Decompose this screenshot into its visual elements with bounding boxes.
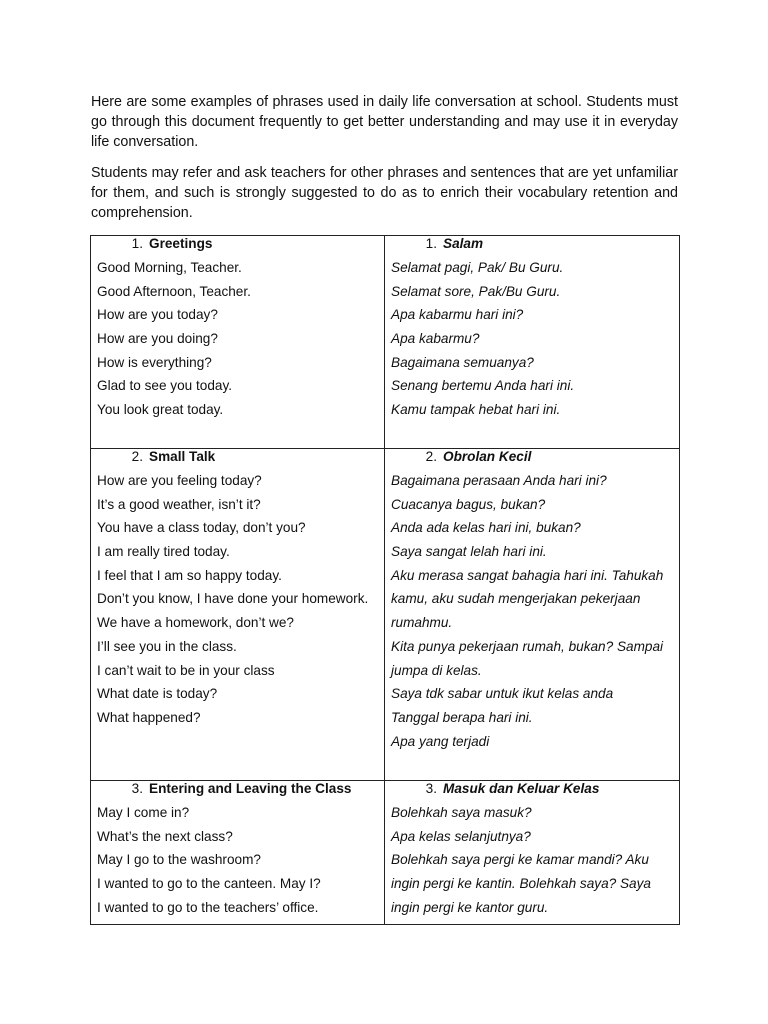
- section-number: 2.: [425, 449, 437, 464]
- section-title: Small Talk: [149, 449, 216, 464]
- indonesian-phrase-line: Kamu tampak hebat hari ini.: [391, 402, 561, 418]
- indonesian-phrase-line: Bolehkah saya masuk?: [391, 805, 532, 820]
- english-phrase-line: We have a homework, don’t we?: [97, 615, 294, 631]
- indonesian-cell: [385, 781, 680, 925]
- english-phrase-line: What date is today?: [97, 686, 218, 702]
- section-heading: [97, 236, 378, 256]
- indonesian-phrase-line: kamu, aku sudah mengerjakan pekerjaan: [391, 591, 641, 607]
- english-phrase-line: Good Afternoon, Teacher.: [97, 283, 251, 299]
- english-cell: [91, 781, 385, 925]
- english-phrase-line: How are you feeling today?: [97, 473, 262, 488]
- section-title: Obrolan Kecil: [443, 449, 532, 464]
- english-phrase-line: I’ll see you in the class.: [97, 638, 237, 654]
- section-heading: [97, 781, 378, 801]
- section-number: 1.: [131, 236, 143, 251]
- section-heading: [391, 236, 673, 256]
- english-phrase-line: It’s a good weather, isn’t it?: [97, 496, 261, 512]
- english-phrase-line: Good Morning, Teacher.: [97, 260, 242, 275]
- indonesian-phrase-line: Kita punya pekerjaan rumah, bukan? Sampai: [391, 638, 664, 654]
- indonesian-phrase-line: Apa kabarmu?: [391, 331, 480, 347]
- english-phrase-line: How are you today?: [97, 307, 218, 323]
- english-phrase-line: What happened?: [97, 709, 201, 725]
- section-number: 3.: [131, 781, 143, 796]
- english-phrase-line: May I go to the washroom?: [97, 852, 261, 868]
- section-number: 2.: [131, 449, 143, 464]
- indonesian-phrase-line: ingin pergi ke kantor guru.: [391, 899, 549, 915]
- indonesian-cell: [385, 236, 680, 449]
- indonesian-phrase-line: Bolehkah saya pergi ke kamar mandi? Aku: [391, 852, 649, 868]
- english-phrase-line: I wanted to go to the canteen. May I?: [97, 876, 321, 892]
- english-phrase-line: You have a class today, don’t you?: [97, 520, 306, 536]
- english-phrase-line: How are you doing?: [97, 331, 218, 347]
- indonesian-phrase-line: Aku merasa sangat bahagia hari ini. Tahukah: [391, 567, 664, 583]
- indonesian-phrase-line: rumahmu.: [391, 615, 453, 631]
- english-phrase-line: May I come in?: [97, 805, 190, 820]
- english-phrase-line: I am really tired today.: [97, 544, 230, 560]
- english-phrase-line: What’s the next class?: [97, 828, 233, 844]
- section-number: 3.: [425, 781, 437, 796]
- section-number: 1.: [425, 236, 437, 251]
- indonesian-phrase-line: Saya tdk sabar untuk ikut kelas anda: [391, 686, 614, 702]
- indonesian-phrase-line: Anda ada kelas hari ini, bukan?: [391, 520, 581, 536]
- indonesian-phrase-line: Bagaimana perasaan Anda hari ini?: [391, 473, 607, 488]
- indonesian-phrase-line: Apa kelas selanjutnya?: [391, 828, 531, 844]
- section-title: Masuk dan Keluar Kelas: [443, 781, 600, 796]
- intro-paragraph-1: Here are some examples of phrases used in daily life conversation at school. Students must go through this document frequently to get better understanding and may use it in everyday life conversation.: [91, 94, 678, 150]
- section-title: Entering and Leaving the Class: [149, 781, 352, 796]
- english-cell: [91, 449, 385, 781]
- indonesian-cell: [385, 449, 680, 781]
- indonesian-phrase-line: Cuacanya bagus, bukan?: [391, 496, 546, 512]
- english-phrase-line: I wanted to go to the teachers’ office.: [97, 899, 319, 915]
- section-title: Salam: [443, 236, 484, 251]
- phrases-table: [90, 235, 680, 925]
- english-phrase-line: How is everything?: [97, 354, 212, 370]
- section-row: [91, 781, 680, 925]
- intro-paragraph-2: Students may refer and ask teachers for other phrases and sentences that are yet unfamiliar for them, and such is strongly suggested to do as to enrich their vocabulary retention and comprehension.: [91, 165, 678, 221]
- indonesian-phrase-line: ingin pergi ke kantin. Bolehkah saya? Saya: [391, 876, 651, 892]
- indonesian-phrase-line: jumpa di kelas.: [391, 662, 482, 678]
- section-heading: [391, 781, 673, 801]
- section-row: [91, 449, 680, 781]
- english-cell: [91, 236, 385, 449]
- english-phrase-line: I can’t wait to be in your class: [97, 662, 275, 678]
- indonesian-phrase-line: Saya sangat lelah hari ini.: [391, 544, 547, 560]
- indonesian-phrase-line: Tanggal berapa hari ini.: [391, 709, 533, 725]
- section-heading: [391, 449, 673, 469]
- indonesian-phrase-line: Selamat sore, Pak/Bu Guru.: [391, 283, 561, 299]
- section-title: Greetings: [149, 236, 213, 251]
- english-phrase-line: I feel that I am so happy today.: [97, 567, 282, 583]
- english-phrase-line: Glad to see you today.: [97, 378, 233, 394]
- indonesian-phrase-line: Apa yang terjadi: [391, 733, 490, 749]
- indonesian-phrase-line: Bagaimana semuanya?: [391, 354, 534, 370]
- section-heading: [97, 449, 378, 469]
- section-row: [91, 236, 680, 449]
- english-phrase-line: You look great today.: [97, 402, 224, 418]
- english-phrase-line: Don’t you know, I have done your homework.: [97, 591, 369, 607]
- indonesian-phrase-line: Senang bertemu Anda hari ini.: [391, 378, 575, 394]
- indonesian-phrase-line: Selamat pagi, Pak/ Bu Guru.: [391, 260, 564, 275]
- indonesian-phrase-line: Apa kabarmu hari ini?: [391, 307, 524, 323]
